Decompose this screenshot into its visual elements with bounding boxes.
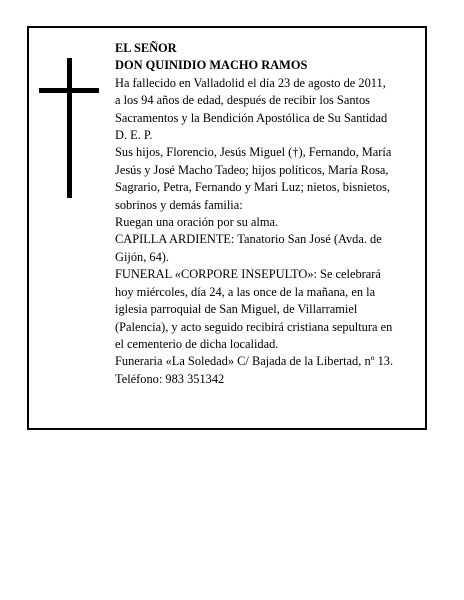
notice-line: D. E. P. bbox=[115, 128, 153, 143]
notice-line: iglesia parroquial de San Miguel, de Villarramiel bbox=[115, 302, 358, 317]
notice-line: el cementerio de dicha localidad. bbox=[115, 336, 279, 351]
notice-line: Gijón, 64). bbox=[115, 249, 170, 264]
notice-line: Sus hijos, Florencio, Jesús Miguel (†), Fernando, María bbox=[115, 145, 392, 160]
notice-line: sobrinos y demás familia: bbox=[115, 197, 243, 212]
notice-line: a los 94 años de edad, después de recibir los Santos bbox=[115, 93, 370, 108]
notice-line: Ha fallecido en Valladolid el día 23 de agosto de 2011, bbox=[115, 75, 386, 90]
deceased-name: DON QUINIDIO MACHO RAMOS bbox=[115, 58, 308, 73]
cross-icon bbox=[39, 58, 99, 198]
notice-text bbox=[115, 40, 425, 388]
notice-line: Sagrario, Petra, Fernando y Mari Luz; nietos, bisnietos, bbox=[115, 180, 390, 195]
notice-line: Jesús y José Macho Tadeo; hijos políticos, María Rosa, bbox=[115, 162, 389, 177]
obituary-notice bbox=[27, 26, 427, 430]
notice-line: hoy miércoles, día 24, a las once de la mañana, en la bbox=[115, 284, 376, 299]
notice-title-line-1: EL SEÑOR bbox=[115, 41, 177, 55]
notice-line: CAPILLA ARDIENTE: Tanatorio San José (Avda. de bbox=[115, 232, 382, 247]
notice-line: (Palencia), y acto seguido recibirá cristiana sepultura en bbox=[115, 319, 393, 334]
notice-line: Ruegan una oración por su alma. bbox=[115, 215, 279, 230]
notice-line: Teléfono: 983 351342 bbox=[115, 371, 225, 386]
notice-line: FUNERAL «CORPORE INSEPULTO»: Se celebrará bbox=[115, 267, 381, 282]
cross-horizontal-bar bbox=[39, 88, 99, 93]
notice-line: Sacramentos y la Bendición Apostólica de Su Santidad bbox=[115, 110, 388, 125]
cross-vertical-bar bbox=[67, 58, 72, 198]
notice-line: Funeraria «La Soledad» C/ Bajada de la Libertad, nº 13. bbox=[115, 354, 394, 369]
